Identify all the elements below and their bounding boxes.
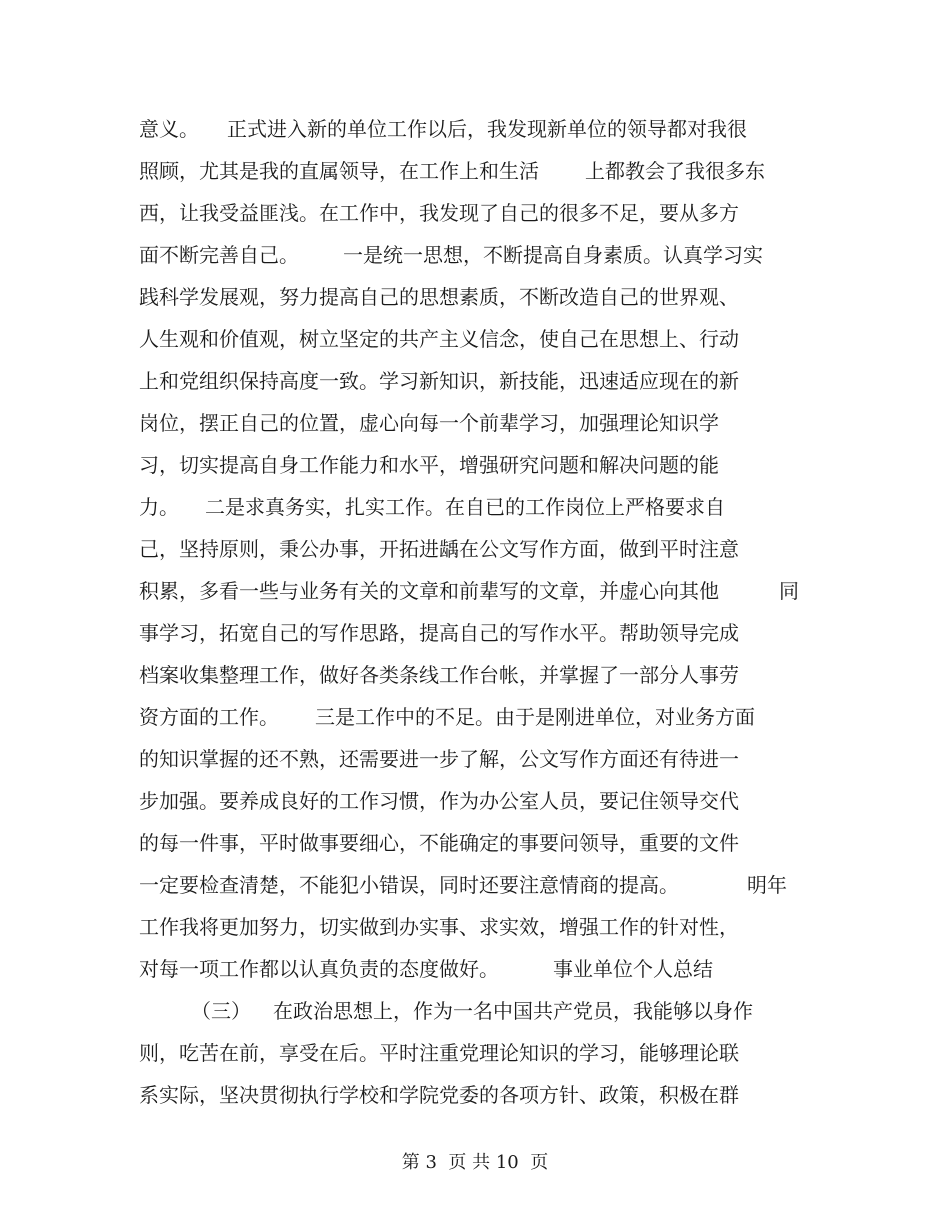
text-line (0, 864, 950, 906)
text-segment: 面不断完善自己。 (139, 243, 299, 267)
text-segment: 一是统一思想，不断提高自身素质。认真学习实 (343, 243, 763, 267)
text-segment: 系实际，坚决贯彻执行学校和学院党委的各项方针、政策，积极在群 (139, 1083, 739, 1107)
text-segment: 人生观和价值观，树立坚定的共产主义信念，使自己在思想上、行动 (139, 327, 739, 351)
text-line (0, 570, 950, 612)
text-segment: 的每一件事，平时做事要细心，不能确定的事要问领导，重要的文件 (139, 831, 739, 855)
text-segment: 正式进入新的单位工作以后，我发现新单位的领导都对我很 (227, 117, 747, 141)
text-segment: 上和党组织保持高度一致。学习新知识，新技能，迅速适应现在的新 (139, 369, 739, 393)
text-segment: 力。 (139, 495, 179, 519)
text-segment: 意义。 (139, 117, 199, 141)
text-segment: 岗位，摆正自己的位置，虚心向每一个前辈学习，加强理论知识学 (139, 411, 719, 435)
text-line (0, 276, 950, 318)
text-segment: 对每一项工作都以认真负责的态度做好。 (139, 957, 499, 981)
page-number-footer: 第 3 页 共 10 页 (401, 1152, 549, 1173)
text-segment: 习，切实提高自身工作能力和水平，增强研究问题和解决问题的能 (139, 453, 719, 477)
text-segment: 则，吃苦在前，享受在后。平时注重党理论知识的学习，能够理论联 (139, 1041, 739, 1065)
text-line (0, 360, 950, 402)
text-segment: 步加强。要养成良好的工作习惯，作为办公室人员，要记住领导交代 (139, 789, 739, 813)
document-body (0, 108, 950, 1116)
text-line (0, 612, 950, 654)
text-line (0, 906, 950, 948)
text-segment: 同 (779, 579, 799, 603)
text-line (0, 738, 950, 780)
text-line (0, 402, 950, 444)
text-segment: 一定要检查清楚，不能犯小错误，同时还要注意情商的提高。 (139, 873, 679, 897)
text-line (0, 780, 950, 822)
text-segment: 在政治思想上，作为一名中国共产党员，我能够以身作 (273, 999, 753, 1023)
text-segment: 上都教会了我很多东 (585, 159, 765, 183)
text-line (0, 192, 950, 234)
text-line (0, 822, 950, 864)
text-line (0, 150, 950, 192)
text-segment: （三） (191, 999, 251, 1023)
text-line (0, 1032, 950, 1074)
text-line (0, 486, 950, 528)
text-segment: 西，让我受益匪浅。在工作中，我发现了自己的很多不足，要从多方 (139, 201, 739, 225)
text-segment: 积累，多看一些与业务有关的文章和前辈写的文章，并虚心向其他 (139, 579, 719, 603)
text-segment: 己，坚持原则，秉公办事，开拓进龋在公文写作方面，做到平时注意 (139, 537, 739, 561)
text-segment: 明年 (747, 873, 787, 897)
text-line (0, 528, 950, 570)
text-segment: 照顾，尤其是我的直属领导，在工作上和生活 (139, 159, 539, 183)
text-line (0, 990, 950, 1032)
text-line (0, 696, 950, 738)
text-segment: 资方面的工作。 (139, 705, 279, 729)
text-line (0, 948, 950, 990)
text-segment: 事学习，拓宽自己的写作思路，提高自己的写作水平。帮助领导完成 (139, 621, 739, 645)
text-line (0, 654, 950, 696)
text-segment: 事业单位个人总结 (553, 957, 713, 981)
text-segment: 工作我将更加努力，切实做到办实事、求实效，增强工作的针对性， (139, 915, 739, 939)
text-line (0, 1074, 950, 1116)
text-segment: 的知识掌握的还不熟，还需要进一步了解，公文写作方面还有待进一 (139, 747, 739, 771)
text-segment: 二是求真务实，扎实工作。在自已的工作岗位上严格要求自 (205, 495, 725, 519)
text-line (0, 234, 950, 276)
text-line (0, 318, 950, 360)
text-segment: 档案收集整理工作，做好各类条线工作台帐，并掌握了一部分人事劳 (139, 663, 739, 687)
text-line (0, 108, 950, 150)
text-segment: 三是工作中的不足。由于是刚进单位，对业务方面 (315, 705, 755, 729)
text-line (0, 444, 950, 486)
text-segment: 践科学发展观，努力提高自己的思想素质，不断改造自己的世界观、 (139, 285, 739, 309)
